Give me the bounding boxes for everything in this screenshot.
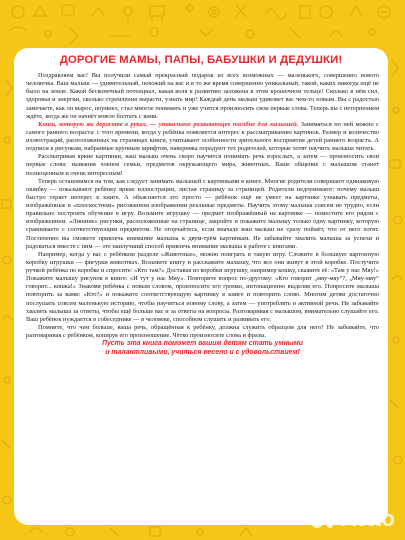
body-text: [26, 72, 379, 357]
paragraph-4: Теперь остановимся на том, как следует занимать малышей с картинками в книге. Многие родители совершают одинаковую ошибку — показывают ребёнку яркие иллюстрации, листая страницу за страницей. Родители недоумевают: почему малыш быстро теряет интерес к книге. А объясняется это просто — ребёнок ещё не умеет на картинке узнавать предметы, изображённые в «плоскостном» рисованном изображении реальные предметы. Научить этому малыша совсем не трудно, если правильно построить обучение в игру. Возьмите игрушку — предмет изображённый на картинке — поместите его рядом с изображением. «Лишние» рисунки, расположенные на странице, закройте и покажите малышу только одну картинку, которую сравниваете с соответствующим предметом. Не огорчайтесь, если вначале ваш малыш не сразу поймёт, что от него хотят. Постепенно вы сможете привлечь внимание малыша к двум-трём картинкам. Не забывайте хвалить малыша за успехи и радоваться вместе с ним — это наилучший способ привлечь внимание малыша к работе с книгами.: [26, 177, 379, 250]
page-heading: ДОРОГИЕ МАМЫ, ПАПЫ, БАБУШКИ И ДЕДУШКИ!: [59, 54, 343, 66]
avito-watermark: [309, 506, 395, 532]
paragraph-6: Помните, что чем больше, ваша речь, обращённая к ребёнку, должна служить образцом для него! Не забывайте, что разговаривая с ребёнком, копируя его произношение. Чётко произносите слова и фразы.: [26, 323, 379, 339]
book-intro-highlight: Книга, которую вы держите в руках, — уникальное развивающее пособие для малышей.: [38, 120, 299, 128]
book-intro-rest: Заниматься по ней можно с самого раннего возраста: с того времени, когда у ребёнка появляется интерес к рассматриванию картинок. Размер и количество иллюстраций, расположенных на страницах книги, учитывают особенности зрительного восприятия детей раннего возраста. А подписи к рисункам, набранные крупным шрифтом, наверняка порадуют тех родителей, которые хотят научить малыша читать.: [26, 120, 380, 153]
paragraph-3: Рассматривая яркие картинки, ваш малыш очень скоро научится понимать речь взрослых, а затем — произносить свои первые слова: названия членов семьи, предметов окружающего мира, животных. Ваше общение с малышом станет полноценным и очень интересным!: [26, 153, 379, 177]
avito-logo-icon: [309, 508, 337, 530]
closing-line-1: Пусть эта книга поможет вашим детям стать умными: [102, 340, 303, 348]
content-page: [14, 48, 388, 525]
watermark-text: Avito: [340, 506, 395, 531]
paragraph-1: Поздравляем вас! Вы получили самый прекрасный подарок из всех возможных — маленького, совершенно нового человечка. Ваш малыш — удивительный, похожий на вас и в то же время совершенно уникальный, такой, каких никогда ещё не было на земле. Какой бесконечный потенциал, какая воля к развитию заложена в этом крошечном тельце! Сколько в нём сил, здоровья и энергии, сколько стремления вырасти, узнать мир! Каждый день малыш удивляет вас чем-то новым. Вы с радостью замечаете, как он вырос, поумнел, стал многое понимать и уже учится произносить свои первые слова. Теперь вы с нетерпением ждёте, когда же он начнёт вовсю болтать с вами.: [26, 72, 379, 120]
closing-line-2: и талантливыми, учиться весело и с удовольствием!: [105, 348, 300, 356]
paragraph-5: Например, когда у вас с ребёнком разделе «Животные», можно поиграть в такую игру. Сложите в большую картонную коробку игрушки — фигурки животных. Возьмите книгу и расскажите малышу, что все они живут в этой коробке. Постучите ручкой ребёнка по коробке и спросите: «Кто там?» Доставая из коробки игрушку, например кошку, скажите её: «Там у нас Мяу!» Покажите малышу рисунок в книге: «И тут у нас Мяу». Повторите вопрос по-другому: «Кто говорит „мяу-мяу“?, „Мяу-мяу“ говорит... кошка!» Знакомя ребёнка с новым словом, произносите его громко, интонационно выделяя его. Попросите малыша повторить за вами: «Кто?» и покажите соответствующую картинку в книге и повторить слово. Многим детям достаточно послушать совсем маленькую историю, чтобы научиться новому слову, а затем — употреблять в активной речи. Не забывайте хвалить малыша за ответы, чтобы ещё больше вас и за ответы на вопросы. Разговаривая с малышом, внимательно слушайте его. Ваш ребёнок нуждается в собеседнике — в человеке, способном слушать и развивать его.: [26, 250, 379, 323]
paragraph-2: [26, 121, 379, 154]
